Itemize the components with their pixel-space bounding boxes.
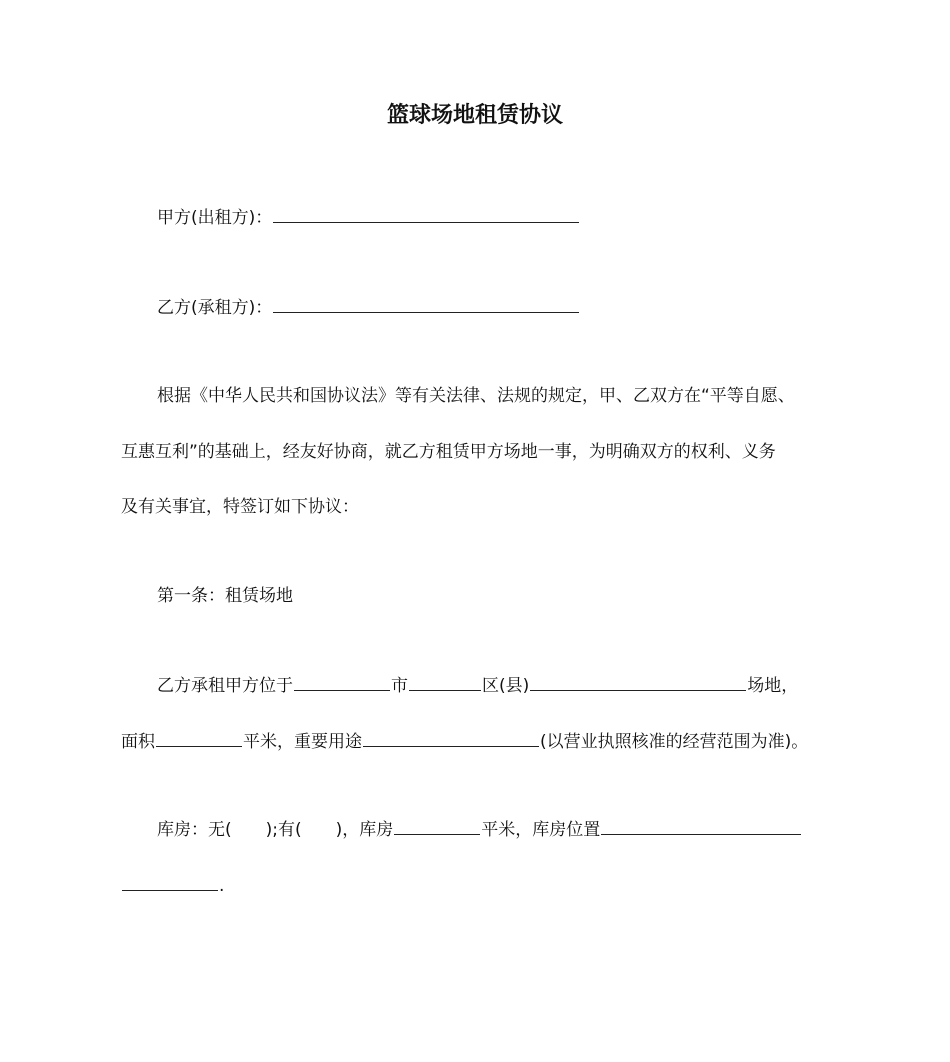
preamble-line-2: 互惠互利”的基础上，经友好协商，就乙方租赁甲方场地一事，为明确双方的权利、义务 xyxy=(121,442,776,462)
warehouse-line xyxy=(157,818,802,842)
warehouse-none-label: 库房：无( xyxy=(157,820,232,840)
district-label: 区(县) xyxy=(482,676,530,696)
document-title: 篮球场地租赁协议 xyxy=(386,103,563,128)
venue-blank[interactable] xyxy=(530,674,746,691)
warehouse-size-blank[interactable] xyxy=(394,818,480,835)
preamble-line-3: 及有关事宜，特签订如下协议： xyxy=(121,497,359,517)
area-blank[interactable] xyxy=(156,730,242,747)
party-a-blank[interactable] xyxy=(273,206,579,223)
article1-line-2 xyxy=(121,730,808,754)
party-a-label: 甲方(出租方)： xyxy=(157,208,273,228)
city-label: 市 xyxy=(391,676,408,696)
preamble-line-1: 根据《中华人民共和国协议法》等有关法律、法规的规定，甲、乙双方在“平等自愿、 xyxy=(157,386,795,406)
party-a-line xyxy=(157,206,580,230)
warehouse-size-label: )，库房 xyxy=(335,820,394,840)
city-blank[interactable] xyxy=(294,674,390,691)
article1-line-1 xyxy=(157,674,798,698)
party-b-label: 乙方(承租方)： xyxy=(157,298,273,318)
venue-label: 场地， xyxy=(747,676,799,696)
article1-heading: 第一条：租赁场地 xyxy=(157,586,293,606)
party-b-line xyxy=(157,296,580,320)
warehouse-line-2 xyxy=(121,874,224,898)
warehouse-location-blank[interactable] xyxy=(601,818,801,835)
warehouse-end-period: . xyxy=(219,876,225,896)
usage-note: (以营业执照核准的经营范围为准)。 xyxy=(540,732,809,752)
usage-label: 平米，重要用途 xyxy=(243,732,362,752)
location-prefix: 乙方承租甲方位于 xyxy=(157,676,293,696)
warehouse-location-blank-cont[interactable] xyxy=(122,874,218,891)
warehouse-location-label: 平米，库房位置 xyxy=(481,820,601,840)
warehouse-yes-label: );有( xyxy=(265,820,302,840)
party-b-blank[interactable] xyxy=(273,296,579,313)
usage-blank[interactable] xyxy=(363,730,539,747)
district-blank[interactable] xyxy=(409,674,481,691)
area-prefix: 面积 xyxy=(121,732,155,752)
